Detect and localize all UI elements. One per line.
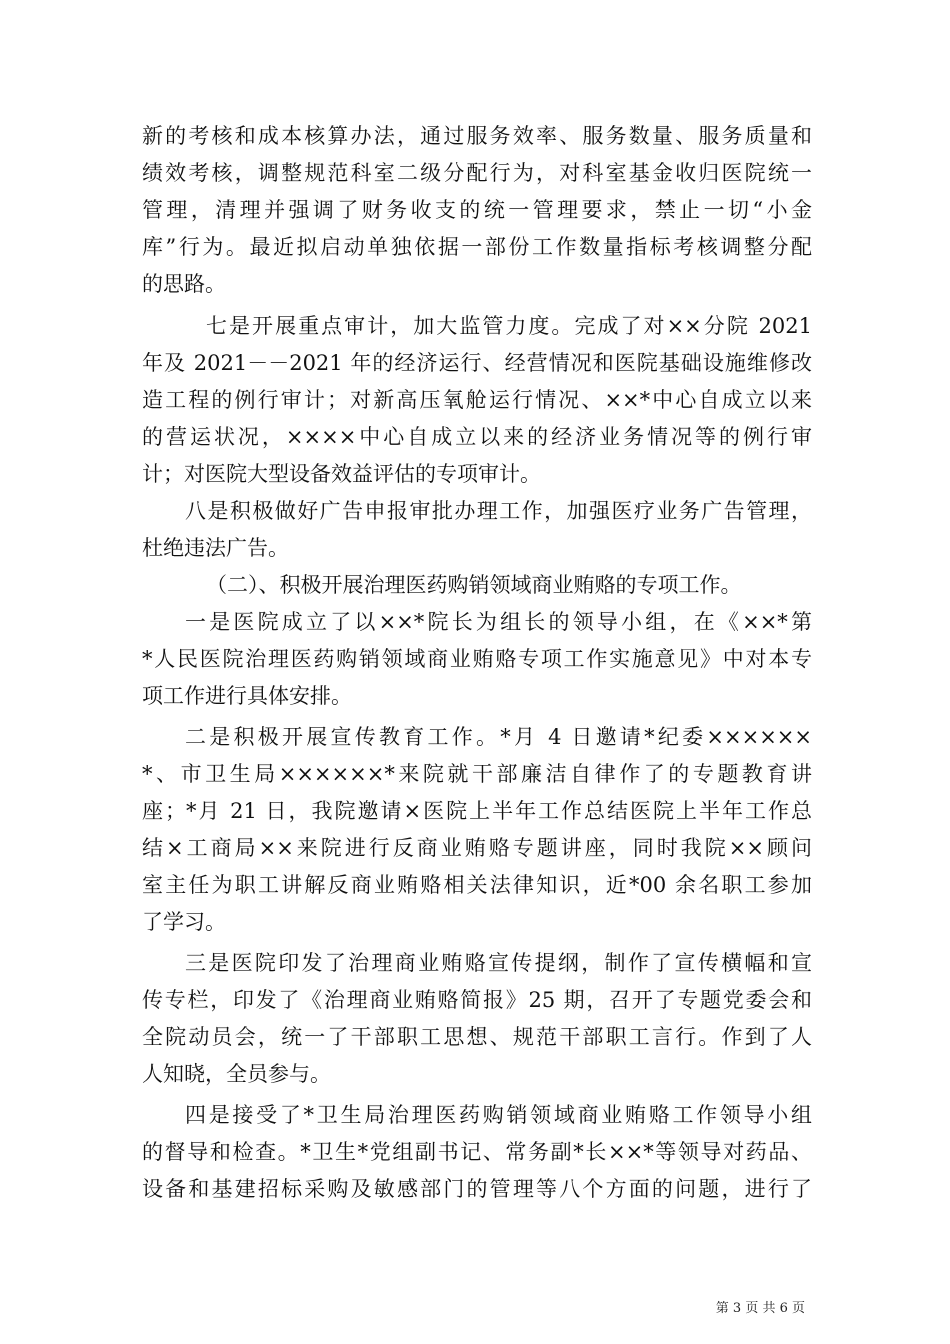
text-line: 的营运状况，××××中心自成立以来的经济业务情况等的例行审 <box>142 425 812 449</box>
text-line: 管理，清理并强调了财务收支的统一管理要求，禁止一切“小金 <box>142 198 812 222</box>
text-line: 八是积极做好广告申报审批办理工作，加强医疗业务广告管理， <box>185 499 812 523</box>
text-line: 项工作进行具体安排。 <box>142 684 352 708</box>
text-line: 室主任为职工讲解反商业贿赂相关法律知识，近*00 余名职工参加 <box>142 873 812 897</box>
text-line: 设备和基建招标采购及敏感部门的管理等八个方面的问题，进行了 <box>142 1177 812 1201</box>
text-line: 杜绝违法广告。 <box>142 536 289 560</box>
text-line: *、市卫生局××××××*来院就干部廉洁自律作了的专题教育讲 <box>142 762 812 786</box>
text-line: 四是接受了*卫生局治理医药购销领域商业贿赂工作领导小组 <box>185 1103 812 1127</box>
text-line: 的督导和检查。*卫生*党组副书记、常务副*长××*等领导对药品、 <box>142 1140 812 1164</box>
text-line: 了学习。 <box>142 910 226 934</box>
text-line: 座；*月 21 日，我院邀请×医院上半年工作总结医院上半年工作总 <box>142 799 812 823</box>
text-line: 传专栏，印发了《治理商业贿赂简报》25 期，召开了专题党委会和 <box>142 988 812 1012</box>
text-line: *人民医院治理医药购销领域商业贿赂专项工作实施意见》中对本专 <box>142 647 812 671</box>
text-line: 造工程的例行审计；对新高压氧舱运行情况、××*中心自成立以来 <box>142 388 812 412</box>
text-line: 年及 2021－－2021 年的经济运行、经营情况和医院基础设施维修改 <box>142 351 812 375</box>
text-line: 计；对医院大型设备效益评估的专项审计。 <box>142 462 541 486</box>
text-line: 三是医院印发了治理商业贿赂宣传提纲，制作了宣传横幅和宣 <box>185 951 812 975</box>
text-line: 结×工商局××来院进行反商业贿赂专题讲座，同时我院××顾问 <box>142 836 812 860</box>
text-line: 二是积极开展宣传教育工作。*月 4 日邀请*纪委×××××× <box>185 725 812 749</box>
text-line: 一是医院成立了以××*院长为组长的领导小组，在《××*第 <box>185 610 812 634</box>
text-line: 全院动员会，统一了干部职工思想、规范干部职工言行。作到了人 <box>142 1025 812 1049</box>
section-heading: （二）、积极开展治理医药购销领域商业贿赂的专项工作。 <box>206 573 742 597</box>
text-line: 绩效考核，调整规范科室二级分配行为，对科室基金收归医院统一 <box>142 161 812 185</box>
text-line: 的思路。 <box>142 272 226 296</box>
text-line: 七是开展重点审计，加大监管力度。完成了对××分院 2021 <box>206 314 812 338</box>
text-line: 人知晓，全员参与。 <box>142 1062 331 1086</box>
text-line: 库”行为。最近拟启动单独依据一部份工作数量指标考核调整分配 <box>142 235 812 259</box>
text-line: 新的考核和成本核算办法，通过服务效率、服务数量、服务质量和 <box>142 124 812 148</box>
page-number-footer: 第 3 页 共 6 页 <box>715 1301 805 1316</box>
